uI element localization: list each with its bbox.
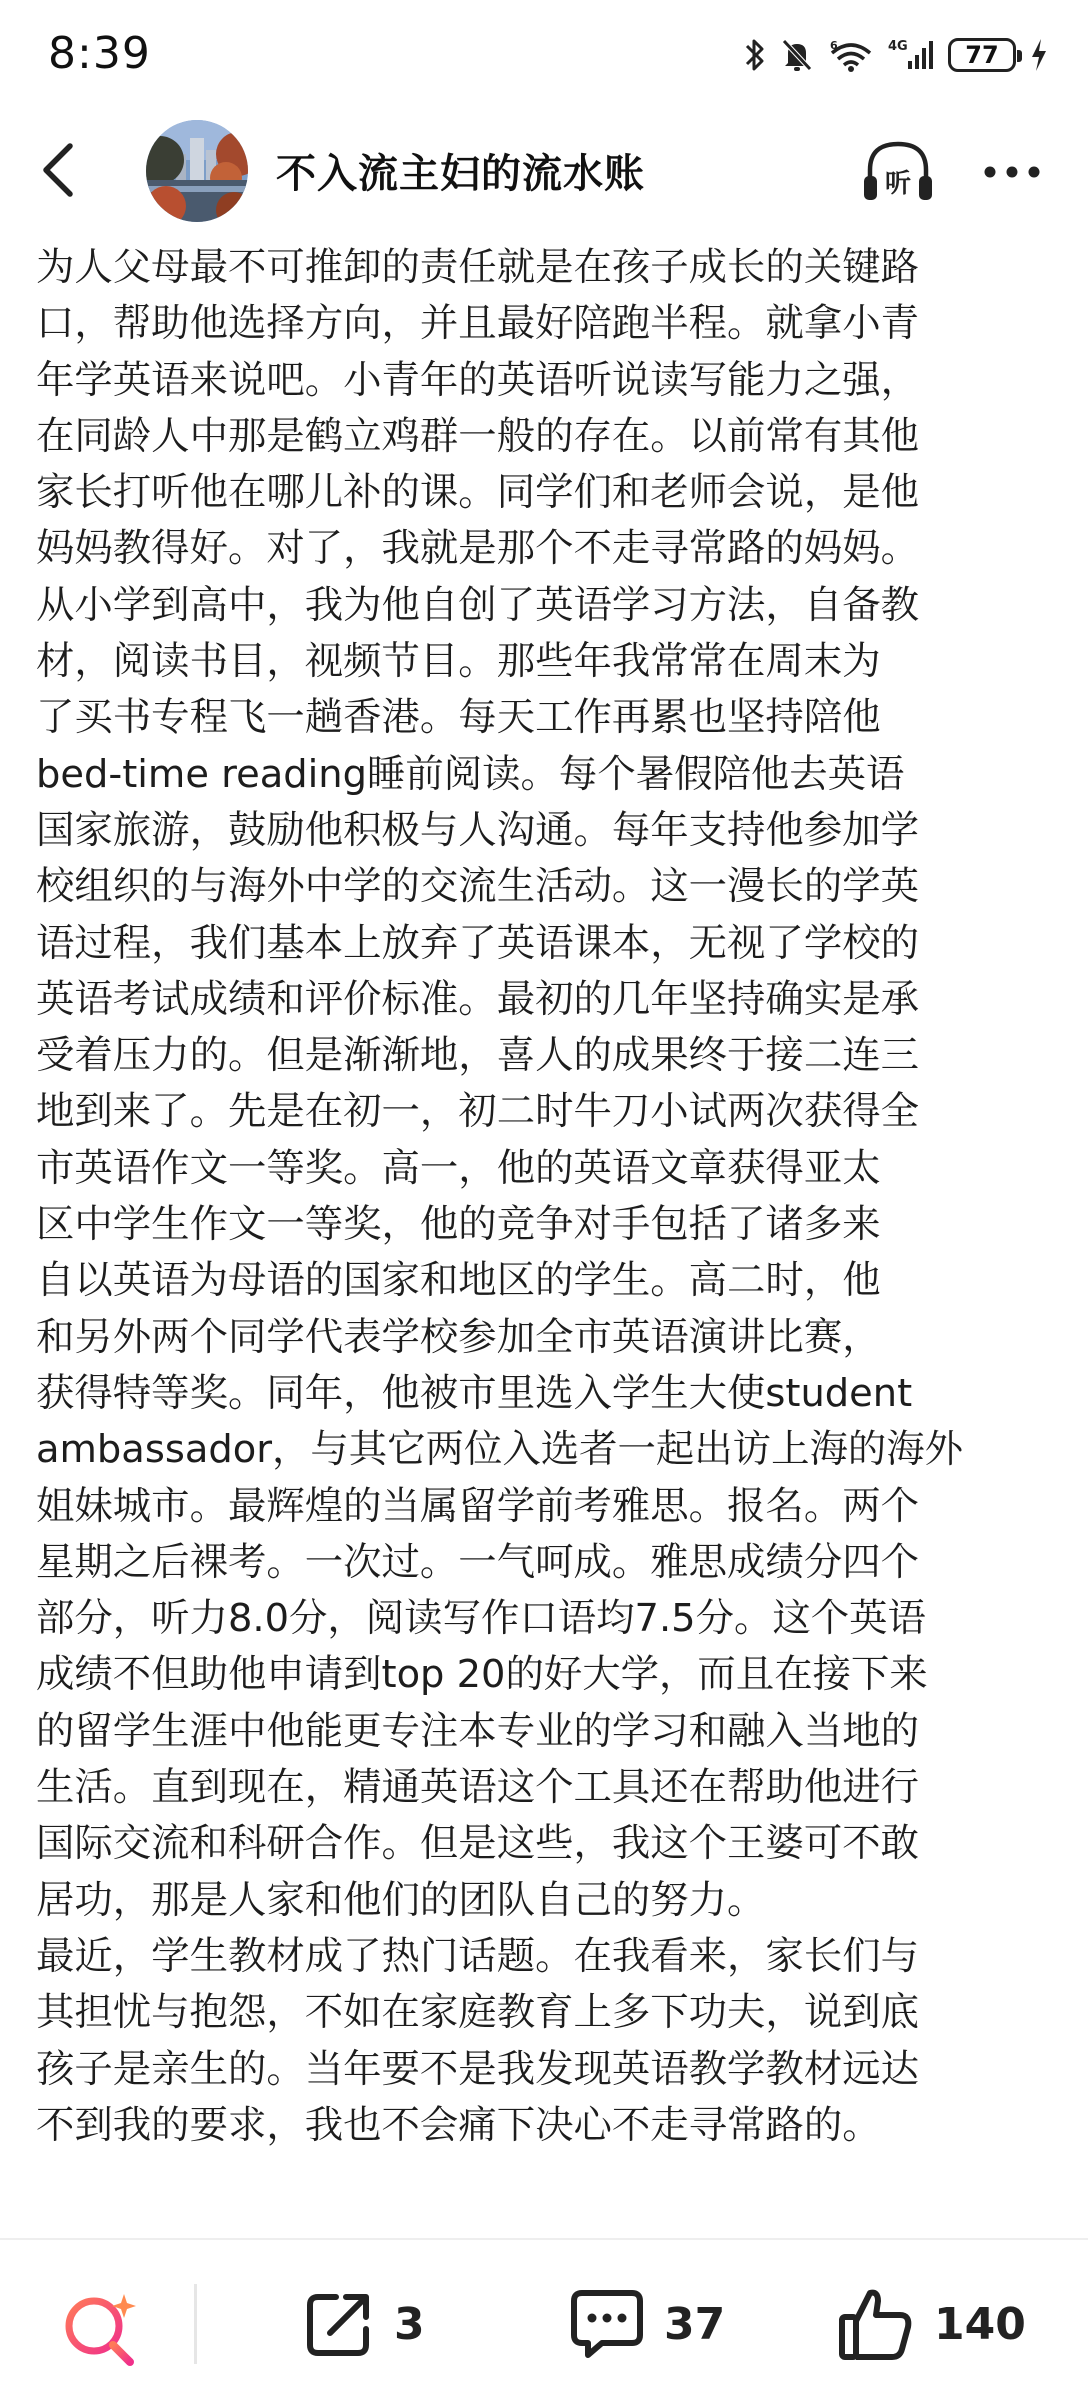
paragraph-line: 妈妈教得好。对了，我就是那个不走寻常路的妈妈。 — [36, 526, 919, 572]
paragraph-line: 姐妹城市。最辉煌的当属留学前考雅思。报名。两个 — [36, 1483, 919, 1529]
paragraph-line: 和另外两个同学代表学校参加全市英语演讲比赛， — [36, 1314, 881, 1360]
svg-text:4G: 4G — [888, 39, 908, 54]
comment-button[interactable] — [568, 2284, 725, 2364]
paragraph-line: 生活。直到现在，精通英语这个工具还在帮助他进行 — [36, 1765, 919, 1811]
search-sparkle-icon[interactable] — [58, 2286, 144, 2372]
more-options-icon[interactable] — [972, 142, 1052, 202]
author-avatar[interactable] — [146, 120, 248, 222]
back-arrow-icon[interactable] — [30, 140, 90, 200]
paragraph-line: 部分，听力8.0分，阅读写作口语均7.5分。这个英语 — [36, 1596, 926, 1642]
paragraph-line: 为人父母最不可推卸的责任就是在孩子成长的关键路 — [36, 245, 919, 290]
paragraph-line: 从小学到高中，我为他自创了英语学习方法，自备教 — [36, 582, 919, 628]
status-icons — [744, 30, 1048, 80]
paragraph-line: 了买书专程飞一趟香港。每天工作再累也坚持陪他 — [36, 695, 881, 741]
paragraph-line: 自以英语为母语的国家和地区的学生。高二时，他 — [36, 1258, 881, 1304]
paragraph-line: 材，阅读书目，视频节目。那些年我常常在周末为 — [36, 639, 881, 685]
share-button[interactable] — [302, 2284, 425, 2364]
listen-headphones-icon[interactable] — [858, 136, 938, 208]
share-icon — [302, 2287, 376, 2361]
svg-text:6: 6 — [830, 39, 838, 52]
like-button[interactable] — [836, 2284, 1026, 2364]
share-count: 3 — [394, 2298, 425, 2350]
status-time: 8:39 — [48, 28, 151, 79]
paragraph-line: bed-time reading睡前阅读。每个暑假陪他去英语 — [36, 751, 905, 797]
paragraph-line: 口，帮助他选择方向，并且最好陪跑半程。就拿小青 — [36, 301, 919, 347]
paragraph-line: 居功，那是人家和他们的团队自己的努力。 — [36, 1877, 766, 1923]
paragraph-line: 在同龄人中那是鹤立鸡群一般的存在。以前常有其他 — [36, 413, 919, 459]
paragraph-line: 校组织的与海外中学的交流生活动。这一漫长的学英 — [36, 864, 919, 910]
wifi-6-icon — [828, 37, 874, 73]
paragraph-line: 语过程，我们基本上放弃了英语课本，无视了学校的 — [36, 920, 919, 966]
listen-label: 听 — [884, 169, 912, 199]
paragraph-line: 其担忧与抱怨，不如在家庭教育上多下功夫，说到底 — [36, 1990, 919, 2036]
battery-icon — [948, 38, 1016, 72]
paragraph-line: 获得特等奖。同年，他被市里选入学生大使student — [36, 1370, 913, 1416]
comment-icon — [568, 2287, 646, 2361]
paragraph-line: 家长打听他在哪儿补的课。同学们和老师会说，是他 — [36, 470, 919, 516]
4g-signal-icon — [888, 37, 934, 73]
paragraph-line: 年学英语来说吧。小青年的英语听说读写能力之强， — [36, 357, 919, 403]
author-name[interactable]: 不入流主妇的流水账 — [276, 151, 645, 197]
like-count: 140 — [934, 2298, 1026, 2350]
mute-icon — [780, 37, 814, 73]
charging-icon — [1030, 37, 1048, 73]
paragraph-line: 地到来了。先是在初一，初二时牛刀小试两次获得全 — [36, 1089, 919, 1135]
thumbs-up-icon — [836, 2285, 916, 2363]
paragraph-line: 孩子是亲生的。当年要不是我发现英语教学教材远达 — [36, 2046, 919, 2092]
paragraph-line: 不到我的要求，我也不会痛下决心不走寻常路的。 — [36, 2102, 881, 2148]
post-body — [36, 240, 1066, 2220]
bottom-bar-separator — [194, 2284, 197, 2364]
paragraph-line: ambassador，与其它两位入选者一起出访上海的海外 — [36, 1427, 964, 1473]
bluetooth-icon — [744, 37, 766, 73]
paragraph-line: 的留学生涯中他能更专注本专业的学习和融入当地的 — [36, 1708, 919, 1754]
paragraph-line: 区中学生作文一等奖，他的竞争对手包括了诸多来 — [36, 1202, 881, 1248]
paragraph-line: 市英语作文一等奖。高一，他的英语文章获得亚太 — [36, 1145, 881, 1191]
paragraph-line: 星期之后裸考。一次过。一气呵成。雅思成绩分四个 — [36, 1539, 919, 1585]
comment-count: 37 — [664, 2298, 726, 2350]
paragraph-line: 最近，学生教材成了热门话题。在我看来，家长们与 — [36, 1933, 919, 1979]
paragraph-line: 国际交流和科研合作。但是这些，我这个王婆可不敢 — [36, 1821, 919, 1867]
paragraph-line: 英语考试成绩和评价标准。最初的几年坚持确实是承 — [36, 976, 919, 1022]
battery-level: 77 — [965, 41, 999, 69]
top-navigation — [0, 112, 1088, 232]
paragraph-line: 受着压力的。但是渐渐地，喜人的成果终于接二连三 — [36, 1033, 919, 1079]
paragraph-line: 成绩不但助他申请到top 20的好大学，而且在接下来 — [36, 1652, 928, 1698]
status-bar — [0, 0, 1088, 112]
paragraph-line: 国家旅游，鼓励他积极与人沟通。每年支持他参加学 — [36, 807, 919, 853]
bottom-action-bar — [0, 2240, 1088, 2400]
